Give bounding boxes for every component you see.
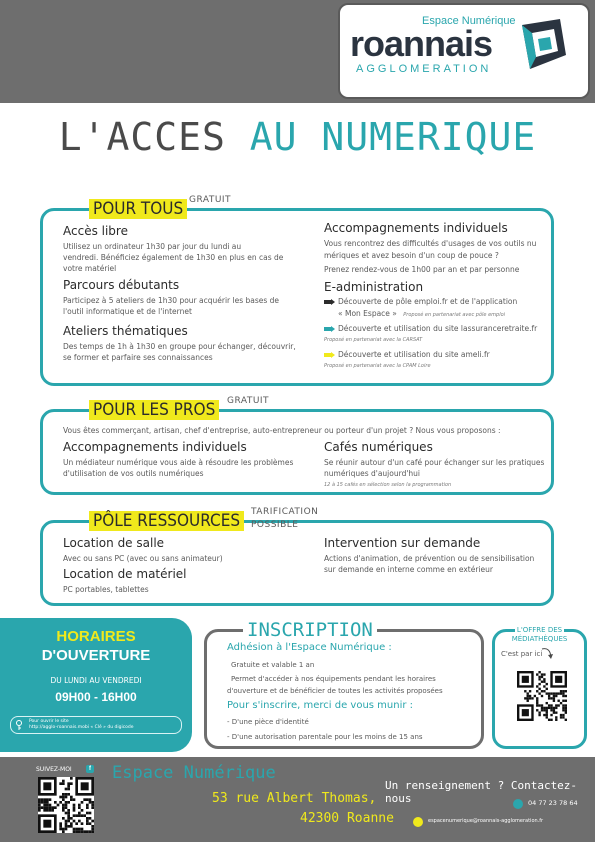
media-cest-par-ici: C'est par ici	[501, 650, 543, 658]
eadmin-item-2-text: Découverte et utilisation du site lassuranceretraite.fr	[338, 324, 538, 333]
intervention-text-2: sur demande en interne comme en extérieur	[324, 565, 493, 574]
pros-accompagnements-text-1: Un médiateur numérique vous aide à résoudre les problèmes	[63, 458, 294, 467]
intervention-title: Intervention sur demande	[324, 536, 481, 550]
pros-accompagnements-text-2: d'utilisation de vos outils numériques	[63, 469, 204, 478]
footer-band	[0, 757, 595, 842]
hours-time: 09H00 - 16H00	[55, 690, 137, 704]
parcours-text-1: Participez à 5 ateliers de 1h30 pour acquérir les bases de	[63, 296, 280, 305]
inscription-list-1: - D'une pièce d'identité	[227, 718, 309, 726]
cafes-note: 12 à 15 cafés en sélection selon la programmation	[324, 482, 452, 488]
salle-title: Location de salle	[63, 536, 165, 550]
card-pole-ressources	[40, 507, 554, 606]
card-sup-pole-1: TARIFICATION	[251, 507, 319, 517]
salle-text: Avec ou sans PC (avec ou sans animateur)	[63, 554, 223, 563]
hours-days: DU LUNDI AU VENDREDI	[50, 676, 142, 685]
facebook-icon[interactable]: f	[86, 765, 94, 773]
accompagnements-text-2: mériques et avez besoin d'un coup de pouce ?	[324, 251, 499, 260]
acces-libre-text-2: vendredi. Bénéficiez également de 1h30 en plus en cas de	[63, 253, 284, 262]
eadmin-item-3-text: Découverte et utilisation du site ameli.fr	[338, 350, 490, 359]
qr-code-footer[interactable]	[38, 777, 94, 833]
title-part-2: AU NUMERIQUE	[249, 115, 537, 159]
footer-contact: Un renseignement ? Contactez-nous	[385, 779, 578, 805]
inscription-list-2: - D'une autorisation parentale pour les moins de 15 ans	[227, 733, 423, 741]
logo-sub-text: AGGLOMERATION	[356, 63, 492, 75]
header-band	[0, 0, 595, 103]
inscription-text-3: d'ouverture et de bénéficier de toutes les activités proposées	[227, 687, 443, 695]
media-title-1: L'OFFRE DES	[516, 626, 563, 634]
card-tag-pour-pros: POUR LES PROS	[89, 400, 219, 420]
inscription-text-2: Permet d'accéder à nos équipements pendant les horaires	[231, 675, 436, 683]
page-title	[0, 115, 595, 159]
footer-address-1: 53 rue Albert Thomas,	[212, 791, 377, 806]
eadmin-item-1b-text: « Mon Espace »	[338, 309, 397, 318]
accompagnements-text-3: Prenez rendez-vous de 1h00 par an et par personne	[324, 265, 520, 274]
pros-accompagnements-title: Accompagnements individuels	[63, 440, 247, 454]
logo-main-text: roannais	[350, 23, 493, 64]
eadmin-item-1b	[338, 308, 505, 321]
wifi-text-1: Pour ouvrir le site	[29, 719, 69, 724]
inscription-heading-2: Pour s'inscrire, merci de vous munir :	[227, 700, 414, 711]
eadmin-item-2-note: Proposé en partenariat avec la CARSAT	[324, 337, 423, 343]
title-part-1: L'ACCES	[58, 115, 250, 159]
eadmin-item-1-text: Découverte de pôle emploi.fr et de l'application	[338, 297, 518, 306]
card-tag-pour-tous: POUR TOUS	[89, 199, 187, 219]
phone-icon	[513, 799, 523, 809]
intervention-text-1: Actions d'animation, de prévention ou de sensibilisation	[324, 554, 535, 563]
eadmin-item-2	[324, 323, 537, 334]
eadmin-item-1-note: Proposé en partenariat avec pôle emploi	[403, 312, 506, 318]
accompagnements-text-1: Vous rencontrez des difficultés d'usages de vos outils nu	[324, 239, 537, 248]
logo-small-text: Espace Numérique	[422, 15, 516, 27]
card-sup-pour-pros: GRATUIT	[227, 396, 270, 406]
inscription-heading-1: Adhésion à l'Espace Numérique :	[227, 642, 392, 653]
qr-code-media[interactable]	[517, 671, 567, 721]
hours-title-2: D'OUVERTURE	[41, 647, 151, 664]
ateliers-text-2: se former et parfaire ses connaissances	[63, 353, 213, 362]
key-icon	[15, 720, 23, 730]
cafes-text-1: Se réunir autour d'un café pour échanger sur les pratiques	[324, 458, 545, 467]
ateliers-title: Ateliers thématiques	[63, 324, 188, 338]
parcours-text-2: l'outil informatique et de l'internet	[63, 307, 192, 316]
card-sup-pole-2: POSSIBLE	[251, 520, 299, 530]
footer-phone[interactable]: 04 77 23 78 64	[528, 799, 578, 807]
materiel-text: PC portables, tablettes	[63, 585, 149, 594]
curved-arrow-icon	[541, 646, 555, 660]
cafes-text-2: numériques d'aujourd'hui	[324, 469, 420, 478]
media-title-2: MÉDIATHÈQUES	[511, 635, 568, 643]
wifi-text-2: http://agglo-roannais.mobi « Clé » du digicode	[29, 725, 134, 730]
materiel-title: Location de matériel	[63, 567, 187, 581]
card-sup-pour-tous: GRATUIT	[189, 195, 232, 205]
media-title	[495, 626, 584, 644]
eadmin-item-3-note: Proposé en partenariat avec la CPAM Loire	[324, 363, 431, 369]
footer-mail[interactable]: espacenumerique@roannais-agglomeration.fr	[428, 818, 544, 824]
wifi-info	[10, 716, 182, 734]
eadmin-item-1	[324, 296, 517, 307]
hours-title-1: HORAIRES	[56, 628, 136, 645]
footer-title: Espace Numérique	[112, 763, 276, 783]
cafes-title: Cafés numériques	[324, 440, 433, 454]
eadmin-title: E-administration	[324, 280, 424, 294]
arrow-right-icon	[324, 326, 335, 332]
arrow-right-icon	[324, 299, 335, 305]
card-tag-pole: PÔLE RESSOURCES	[89, 511, 244, 531]
wifi-text	[29, 719, 134, 731]
inscription-panel	[204, 619, 484, 749]
arrow-right-icon	[324, 352, 335, 358]
acces-libre-text-1: Utilisez un ordinateur 1h30 par jour du lundi au	[63, 242, 242, 251]
pros-intro: Vous êtes commerçant, artisan, chef d'entreprise, auto-entrepreneur ou porteur d'un projet ? Nous vous proposons :	[63, 426, 501, 435]
opening-hours-panel	[0, 618, 192, 752]
ateliers-text-1: Des temps de 1h à 1h30 en groupe pour échanger, découvrir,	[63, 342, 296, 351]
logo-mark-icon	[520, 19, 566, 69]
accompagnements-title: Accompagnements individuels	[324, 221, 508, 235]
card-pour-tous	[40, 195, 554, 386]
inscription-text-1: Gratuite et valable 1 an	[231, 661, 315, 669]
mediatheques-panel	[492, 626, 587, 749]
eadmin-item-3	[324, 349, 490, 360]
acces-libre-text-3: votre matériel	[63, 264, 117, 273]
card-pour-les-pros	[40, 396, 554, 495]
mail-icon	[413, 817, 423, 827]
footer-address-2: 42300 Roanne	[300, 811, 394, 826]
footer-follow: SUIVEZ-MOI	[36, 766, 72, 773]
parcours-title: Parcours débutants	[63, 278, 180, 292]
inscription-title: INSCRIPTION	[243, 619, 377, 641]
acces-libre-title: Accès libre	[63, 224, 128, 238]
brand-logo	[338, 3, 590, 99]
